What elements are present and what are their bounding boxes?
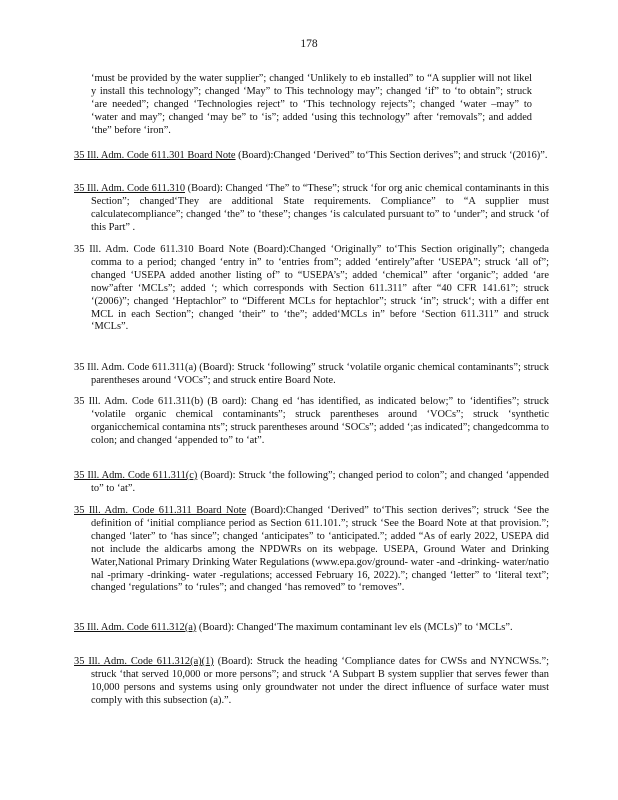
code-citation: 35 Ill. Adm. Code 611.311 Board Note (74, 505, 247, 516)
entry-text: (Board): Struck the heading ‘Compliance dates for CWSs and NYNCWSs.”; struck ‘that served 10,000 or more persons”; and struck ‘A Subpart B system supplier that serves fewer than 10,000 persons and systems using only groundwater not under the direct influence of surface water must comply with this subsection (a).”. (91, 656, 549, 706)
code-citation: 35 Ill. Adm. Code 611.312(a) (74, 622, 197, 633)
code-citation: 35 Ill. Adm. Code 611.311(a) (74, 362, 197, 373)
code-citation: 35 Ill. Adm. Code 611.301 Board Note (74, 150, 236, 161)
amendment-entry (74, 150, 549, 163)
entry-text: (Board): Struck ‘the following”; changed period to colon”; and changed ‘appended to” to ‘at”. (91, 470, 549, 494)
amendment-entry (74, 470, 549, 496)
entry-text: (Board): Changed‘The maximum contaminant lev els (MCLs)” to ‘MCLs”. (196, 622, 513, 633)
code-citation: 35 Ill. Adm. Code 611.310 (74, 183, 186, 194)
amendment-entry (74, 622, 549, 635)
code-citation: 35 Ill. Adm. Code 611.312(a)(1) (74, 656, 214, 667)
amendment-entry (74, 396, 549, 448)
code-citation: 35 Ill. Adm. Code 611.310 Board Note (74, 244, 249, 255)
entry-text: (Board): Struck ‘following” struck ‘volatile organic chemical contaminants”; struck parentheses around ‘VOCs”; and struck entire Board Note. (91, 362, 549, 386)
amendment-entry (74, 183, 549, 235)
entry-text: (Board):Changed ‘Derived” to‘This section derives”; struck ‘See the definition of ‘initial compliance period as Section 611.101.”; struck ‘See the Board Note at that provision.”; changed ‘later” to ‘has since”; changed ‘anticipates” to ‘anticipated.”; added “As of early 2022, USEPA did not include the aldicarbs among the NPDWRs on its webpage. USEPA, Ground Water and Drinking Water,National Primary Drinking Water Regulations (www.epa.gov/ground- water -and -drinking- water/natio nal -primary -drinking- water -regulations; accessed February 16, 2022).”; changed ‘letter” to ‘literal text”; changed ‘regulations” to ‘rules”; and changed ‘has removed” to ‘removes”. (91, 505, 549, 594)
amendment-entry (74, 244, 549, 334)
page-number: 178 (300, 38, 318, 50)
amendment-entry (74, 505, 549, 595)
code-citation: 35 Ill. Adm. Code 611.311(c) (74, 470, 198, 481)
entry-text: (B oard): Chang ed ‘has identified, as indicated below;” to ‘identifies”; struck ‘volatile organic chemical contaminants”; struck parentheses around ‘VOCs”; struck ‘synthetic organicchemical contamina nts”; struck parentheses around ‘SOCs”; added ‘;as indicated”; changedcomma to colon; and changed ‘appended to” to ‘at”. (91, 396, 549, 446)
code-citation: 35 Ill. Adm. Code 611.311(b) (74, 396, 204, 407)
entry-text: (Board): Changed ‘The” to “These”; struck ‘for org anic chemical contaminants in this Section”; changed‘They are additional State requirements. Compliance” to “A supplier must calculatecompliance”; changed ‘the” to ‘these”; changes ‘is calculated pursuant to” to ‘under”; and struck ‘of this Part” . (91, 183, 549, 233)
continued-paragraph: ‘must be provided by the water supplier”; changed ‘Unlikely to eb installed” to “A supplier will not likel y install this technology”; changed ‘May” to This technology may”; changed ‘if” to ‘to obtain”; struck ‘are needed”; changed ‘Technologies reject” to ‘This technology rejects”; changed ‘water –may” to ‘water and may”; changed ‘may be” to ‘is”; added ‘using this technology” after ‘removals”; and added ‘the” before ‘iron”. (91, 73, 532, 136)
amendment-entry (74, 362, 549, 388)
entry-text: (Board):Changed ‘Originally” to‘This Section originally”; changeda comma to a period; changed ‘entry in” to ‘entries from”; added ‘entirely”after ‘USEPA”; struck ‘all of”; changed ‘USEPA added another listing of” to “USEPA’s”; added ‘chemical” after ‘organic”; added ‘are now”after ‘MCLs”; added ‘; which corresponds with Section 611.311” after “40 CFR 141.61”; struck ‘(2006)”; changed ‘Heptachlor” to “Different MCLs for heptachlor”; struck ‘in”; struck‘; with a differ ent MCL in each Section”; changed ‘their” to ‘the”; added‘MCLs in” before ‘Section 611.311” and struck ‘MCLs”. (91, 244, 549, 333)
amendment-entry (74, 656, 549, 708)
entry-text: (Board):Changed ‘Derived” to‘This Section derives”; and struck ‘(2016)”. (235, 150, 548, 161)
